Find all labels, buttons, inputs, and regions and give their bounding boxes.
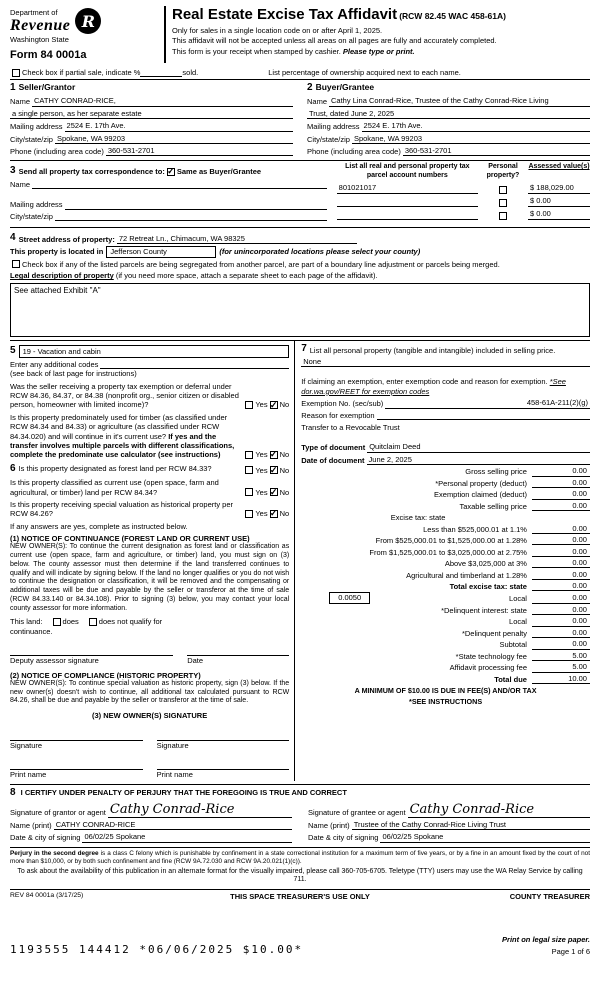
partial-percent-input[interactable] (140, 69, 182, 77)
notice-continuance-body: NEW OWNER(S): To continue the current designation as forest land or classification as current use (open space, farm and agriculture, or timber) land, you must sign on (3) below. The county assessor must then determine if the land transferred continues to qualify and will indicate by signing below. If the land no longer qualifies or you do not wish to continue the designation or classification, it will be removed and the compensating or additional taxes will be due and payable by the seller or transferor at the time of sale (RCW 84.33.140 or 84.34.108). Prior to signing (3) below, you may contact your local county assessor for more information. (10, 543, 290, 612)
exemption-no-label: Exemption No. (sec/sub) (301, 399, 384, 409)
grantor-signature[interactable]: Cathy Conrad-Rice (109, 801, 235, 817)
gross-selling-price-value[interactable]: 0.00 (532, 466, 590, 476)
date-of-document-input[interactable]: June 2, 2025 (367, 455, 590, 465)
dept-state-label: Washington State (10, 35, 69, 45)
local-rate-value[interactable]: 0.0050 (329, 592, 370, 603)
dept-revenue-label: Revenue (10, 17, 71, 35)
county-select[interactable]: Jefferson County (106, 246, 216, 257)
agricultural-timberland-value[interactable]: 0.00 (532, 570, 590, 580)
type-of-document-label: Type of document (301, 443, 366, 453)
corr-csz-input[interactable] (55, 212, 327, 221)
no-label: No (279, 465, 290, 475)
new-owner-signature-line-1[interactable] (10, 732, 143, 741)
seller-phone-input[interactable]: 360-531-2701 (106, 146, 293, 156)
delinquent-interest-state-value[interactable]: 0.00 (532, 605, 590, 615)
revenue-logo-icon (75, 8, 101, 34)
grantee-signature-block (308, 800, 590, 843)
bracket-2-label: From $525,000.01 to $1,525,000.00 at 1.28% (375, 536, 527, 545)
section-7-number: 7 (301, 342, 307, 354)
exemption-codes-note: *See dor.wa.gov/REET for exemption codes (301, 377, 566, 396)
section-6-number: 6 (10, 462, 16, 474)
subtotal-value[interactable]: 0.00 (532, 639, 590, 649)
reason-exemption-input[interactable] (377, 411, 590, 420)
historical-property-question (10, 500, 289, 519)
grantee-signature[interactable]: Cathy Conrad-Rice (409, 801, 535, 817)
personal-property-deduct-value[interactable]: 0.00 (532, 478, 590, 488)
print-name-label: Print name (156, 769, 193, 779)
tax-correspondence-block (10, 163, 337, 221)
delinquent-interest-state-label: *Delinquent interest: state (441, 605, 527, 615)
reason-exemption-value: Transfer to a Revocable Trust (301, 422, 400, 432)
bracket-1-label: Less than $525,000.01 at 1.1% (423, 524, 527, 534)
taxable-selling-price-label: Taxable selling price (459, 501, 527, 511)
grantee-name-print-label: Name (print) (308, 820, 350, 830)
yes-label: Yes (255, 450, 268, 460)
exemption-intro: If claiming an exemption, enter exemption code and reason for exemption. (301, 377, 548, 387)
affidavit-processing-fee-label: Affidavit processing fee (449, 663, 527, 673)
local-value[interactable]: 0.00 (532, 593, 590, 603)
right-column (294, 341, 590, 782)
seller-mailing-input[interactable]: 2524 E. 17th Ave. (65, 121, 293, 131)
delinquent-interest-local-value[interactable]: 0.00 (532, 616, 590, 626)
bracket-3-label: From $1,525,000.01 to $3,025,000.00 at 2.75% (369, 547, 527, 557)
s6q3-no-checkbox[interactable]: ✓ (269, 508, 278, 519)
parcel-row (337, 194, 590, 207)
parcel-number-input-2[interactable] (337, 206, 478, 207)
section-8 (10, 784, 590, 842)
grantor-date-city-label: Date & city of signing (10, 833, 81, 843)
land-qualify-row (10, 617, 289, 626)
no-label: No (279, 400, 290, 410)
new-owners-signature-title: (3) NEW OWNER(S) SIGNATURE (91, 711, 208, 721)
historical-property-question-text: Is this property receiving special valuation as historical property per RCW 84.26? (10, 499, 234, 519)
personal-property-checkbox-1[interactable] (499, 186, 507, 194)
no-label: No (279, 509, 290, 519)
located-in-label: This property is located in (10, 247, 104, 257)
personal-property-input[interactable]: None (301, 357, 590, 367)
seller-phone-label: Phone (including area code) (10, 146, 104, 156)
does-label: does (62, 617, 79, 627)
personal-property-checkbox-2[interactable] (499, 199, 507, 207)
seller-name-label: Name (10, 97, 31, 107)
total-excise-state-value[interactable]: 0.00 (532, 581, 590, 591)
total-due-value[interactable]: 10.00 (532, 674, 590, 684)
additional-codes-label: Enter any additional codes (10, 359, 99, 369)
section-2-number: 2 (307, 81, 313, 93)
yes-label: Yes (255, 487, 268, 497)
sold-label: sold. (182, 67, 199, 77)
s6q2-no-checkbox[interactable]: ✓ (269, 486, 278, 497)
assessed-value-input-2[interactable]: $ 0.00 (528, 196, 590, 206)
parcel-numbers-header: List all real and personal property tax parcel account numbers (345, 163, 470, 179)
additional-codes-note: (see back of last page for instructions) (10, 369, 137, 379)
assessed-value-input-3[interactable]: $ 0.00 (528, 209, 590, 219)
rcw-reference: (RCW 82.45 WAC 458-61A) (399, 11, 506, 21)
s6q1-no-checkbox[interactable]: ✓ (269, 464, 278, 475)
ownership-percent-note: List percentage of ownership acquired next to each name. (268, 67, 461, 77)
yes-label: Yes (255, 400, 268, 410)
logo-letter: R (81, 11, 96, 31)
grantee-signature-label: Signature of grantee or agent (308, 808, 406, 818)
s5q1-no-checkbox[interactable]: ✓ (269, 399, 278, 410)
street-address-input[interactable]: 72 Retreat Ln., Chimacum, WA 98325 (117, 234, 357, 244)
new-owner-print-name-line-1[interactable] (10, 761, 143, 770)
form-number: Form 84 0001a (10, 48, 87, 61)
left-column (10, 341, 294, 782)
buyer-name-label: Name (307, 97, 328, 107)
new-owner-print-name-line-2[interactable] (157, 761, 290, 770)
deputy-assessor-label: Deputy assessor signature (10, 656, 99, 666)
gross-selling-price-label: Gross selling price (465, 467, 527, 477)
see-instructions-note: *SEE INSTRUCTIONS (409, 697, 483, 707)
page-indicator: Page 1 of 6 (551, 946, 590, 956)
treasurer-row (10, 889, 590, 901)
s6q1-yes-checkbox[interactable] (245, 466, 253, 474)
deputy-date-label: Date (187, 656, 204, 666)
total-excise-state-label: Total excise tax: state (449, 582, 527, 591)
personal-property-deduct-label: *Personal property (deduct) (435, 478, 527, 488)
new-owner-signature-line-2[interactable] (157, 732, 290, 741)
buyer-name-line2-input[interactable]: Trust, dated June 2, 2025 (307, 109, 590, 119)
buyer-mailing-input[interactable]: 2524 E. 17th Ave. (362, 121, 590, 131)
no-label: No (279, 487, 290, 497)
bracket-4-value[interactable]: 0.00 (532, 558, 590, 568)
deputy-date-line[interactable] (187, 647, 289, 656)
buyer-csz-label: City/state/zip (307, 134, 350, 144)
timber-agriculture-question (10, 413, 289, 460)
seller-name-line2-input[interactable]: a single person, as her separate estate (10, 109, 293, 119)
yes-label: Yes (255, 509, 268, 519)
county-treasurer-label: COUNTY TREASURER (509, 892, 591, 901)
same-as-buyer-checkbox[interactable]: ✓ (167, 166, 175, 176)
s6q3-yes-checkbox[interactable] (245, 510, 253, 518)
grantee-date-city-label: Date & city of signing (308, 833, 379, 843)
footer (10, 847, 590, 957)
personal-property-checkbox-3[interactable] (499, 212, 507, 220)
this-land-label: This land: (10, 617, 43, 627)
exemption-no-input[interactable]: 458-61A-211(2)(g) (385, 398, 590, 408)
middle-columns (10, 340, 590, 782)
predominate-use-note: If yes and the transfer involves multiple parcels with different classifications, complete the predominate use calculator (see instructions) (10, 431, 235, 460)
dept-of-label: Department of (10, 8, 58, 17)
deputy-assessor-signature-line[interactable] (10, 647, 173, 656)
exemption-claimed-label: Exemption claimed (deduct) (434, 490, 527, 500)
if-yes-note: If any answers are yes, complete as instructed below. (10, 521, 188, 531)
county-note: (for unincorporated locations please select your county) (219, 247, 421, 257)
forest-land-question (10, 463, 289, 476)
current-use-question-text: Is this property classified as current use (open space, farm and agricultural, or timber) land per RCW 84.34? (10, 478, 219, 497)
perjury-statement: is a class C felony which is punishable by confinement in a state correctional institution for a maximum term of five years, or by a fine in an amount fixed by the court of not more than $10,000, or by both such confinement and fine (RCW 9A.72.030 and RCW 9A.20.021(1)(c)). (10, 849, 590, 865)
buyer-grantee-block (307, 82, 590, 156)
buyer-csz-input[interactable]: Spokane, WA 99203 (352, 134, 590, 144)
continuance-label: continuance. (10, 626, 53, 636)
exemption-deferral-question-text: Was the seller receiving a property tax exemption or deferral under RCW 84.36, 84.37, or 84.38 (nonprofit org., senior citizen or disabled person, homeowner with limited income)? (10, 381, 239, 410)
personal-property-header: Personal property? (486, 163, 520, 179)
reason-exemption-label: Reason for exemption (301, 410, 375, 420)
grantee-date-city-input[interactable]: 06/02/25 Spokane (380, 832, 590, 842)
print-legal-note: Print on legal size paper. (502, 935, 590, 945)
no-label: No (279, 450, 290, 460)
corr-csz-label: City/state/zip (10, 211, 53, 221)
header-divider (164, 6, 166, 63)
current-use-question (10, 478, 289, 497)
section-4 (10, 227, 590, 337)
stamp-row (10, 935, 590, 956)
partial-sale-checkbox[interactable] (12, 69, 20, 77)
personal-property-intro: List all personal property (tangible and intangible) included in selling price. (309, 345, 556, 355)
signature-label: Signature (156, 740, 189, 750)
agricultural-timberland-label: Agricultural and timberland at 1.28% (406, 570, 527, 580)
section-2-title: Buyer/Grantee (315, 81, 375, 92)
legal-description-note: (if you need more space, attach a separate sheet to each page of the affidavit). (115, 271, 378, 281)
exemption-deferral-question (10, 382, 289, 410)
corr-mailing-label: Mailing address (10, 200, 63, 210)
type-of-document-input[interactable]: Quitclaim Deed (367, 442, 590, 452)
grantor-signature-label: Signature of grantor or agent (10, 808, 106, 818)
section-1-number: 1 (10, 81, 16, 93)
perjury-lead: Perjury in the second degree (10, 849, 99, 857)
state-technology-fee-value[interactable]: 5.00 (532, 651, 590, 661)
bracket-2-value[interactable]: 0.00 (532, 535, 590, 545)
total-due-label: Total due (494, 674, 527, 684)
signature-label: Signature (10, 740, 43, 750)
section-3-number: 3 (10, 165, 16, 177)
form-title: Real Estate Excise Tax Affidavit (172, 6, 398, 23)
grantor-name-print-input[interactable]: CATHY CONRAD-RICE (54, 820, 292, 830)
agency-block (10, 6, 158, 63)
treasurer-space-label: THIS SPACE TREASURER'S USE ONLY (230, 892, 370, 901)
buyer-mailing-label: Mailing address (307, 122, 360, 132)
delinquent-penalty-label: *Delinquent penalty (461, 628, 527, 638)
seller-grantor-block (10, 82, 293, 156)
header-note-2: This affidavit will not be accepted unless all areas on all pages are fully and accurately completed. (172, 36, 497, 46)
legal-description-label: Legal description of property (10, 271, 114, 281)
parcel-table (337, 163, 590, 221)
corr-mailing-input[interactable] (65, 201, 327, 210)
seller-csz-label: City/state/zip (10, 134, 53, 144)
yes-label: Yes (255, 465, 268, 475)
corr-name-input[interactable] (32, 180, 327, 189)
alternate-format-note: To ask about the availability of this publication in an alternate format for the visually impaired, please call 360-705-6705. Teletype (TTY) users may use the WA Relay Service by calling 711. (17, 867, 583, 884)
type-or-print-note: Please type or print. (342, 46, 415, 56)
buyer-name-input[interactable]: Cathy Lina Conrad-Rice, Trustee of the Cathy Conrad-Rice Living (329, 96, 590, 106)
parties-section (10, 80, 590, 156)
exemption-claimed-value[interactable]: 0.00 (532, 489, 590, 499)
section-8-number: 8 (10, 787, 16, 799)
local-label: Local (509, 594, 527, 604)
bracket-1-value[interactable]: 0.00 (532, 524, 590, 534)
section-1-title: Seller/Grantor (18, 81, 76, 92)
parcel-number-input-3[interactable] (337, 219, 478, 220)
bracket-4-label: Above $3,025,000 at 3% (444, 559, 527, 568)
excise-tax-state-header: Excise tax: state (390, 513, 446, 522)
grantee-name-print-input[interactable]: Trustee of the Cathy Conrad-Rice Living Trust (352, 820, 590, 830)
rev-form-code: REV 84 0001a (3/17/25) (10, 892, 84, 899)
legal-description-value: See attached Exhibit "A" (14, 285, 101, 295)
same-as-buyer-label: Same as Buyer/Grantee (176, 166, 262, 176)
street-address-label: Street address of property: (18, 235, 115, 244)
partial-sale-row (10, 65, 590, 80)
minimum-due-note: A MINIMUM OF $10.00 IS DUE IN FEE(S) AND/OR TAX (354, 686, 537, 696)
grantor-date-city-input[interactable]: 06/02/25 Spokane (82, 832, 292, 842)
s5q2-yes-checkbox[interactable] (245, 451, 253, 459)
section-3 (10, 160, 590, 224)
timber-question-text: Is this property predominately used for timber (as classified under RCW 84.34 and 84.33) or agriculture (as classified under RCW 84.34.020) and will continue in it's current use? (10, 412, 228, 441)
certify-statement: I CERTIFY UNDER PENALTY OF PERJURY THAT THE FOREGOING IS TRUE AND CORRECT (20, 788, 347, 798)
print-name-label: Print name (10, 769, 47, 779)
treasurer-receipt-stamp: 1193555 144412 *06/06/2025 $10.00* (10, 943, 304, 957)
notice-continuance-title: (1) NOTICE OF CONTINUANCE (FOREST LAND OR CURRENT USE) (10, 534, 250, 543)
seller-csz-input[interactable]: Spokane, WA 99203 (55, 134, 293, 144)
title-block (172, 6, 590, 63)
assessed-values-header: Assessed value(s) (528, 163, 590, 171)
taxable-selling-price-value[interactable]: 0.00 (532, 501, 590, 511)
buyer-phone-input[interactable]: 360-531-2701 (403, 146, 590, 156)
send-correspondence-label: Send all property tax correspondence to: (18, 166, 165, 176)
s5q2-no-checkbox[interactable]: ✓ (269, 449, 278, 460)
segregated-checkbox[interactable] (12, 260, 20, 268)
grantor-name-print-label: Name (print) (10, 820, 52, 830)
section-4-number: 4 (10, 231, 16, 243)
seller-name-input[interactable]: CATHY CONRAD-RICE, (32, 96, 293, 106)
notice-compliance-body: NEW OWNER(S): To continue special valuation as historic property, sign (3) below. If the new owner(s) doesn't wish to continue, all additional tax calculated pursuant to RCW 84.26, shall be due and payable by the seller or transferor at the time of sale. (10, 679, 290, 705)
assessed-value-input-1[interactable]: $ 188,029.00 (528, 183, 590, 193)
section-5-number: 5 (10, 344, 16, 356)
header-note-1: Only for sales in a single location code on or after April 1, 2025. (172, 25, 383, 35)
parcel-row (337, 207, 590, 220)
notice-compliance-title: (2) NOTICE OF COMPLIANCE (HISTORIC PROPERTY) (10, 670, 201, 680)
date-of-document-label: Date of document (301, 455, 365, 465)
bracket-3-value[interactable]: 0.00 (532, 547, 590, 557)
partial-sale-label: Check box if partial sale, indicate % (22, 67, 141, 77)
delinquent-interest-local-label: Local (509, 617, 527, 627)
header-note-3: This form is your receipt when stamped by cashier. (172, 46, 341, 56)
does-not-label: does not qualify for (98, 617, 163, 627)
land-use-code-input[interactable]: 19 - Vacation and cabin (19, 345, 290, 358)
additional-codes-input[interactable] (100, 360, 289, 369)
land-does-not-checkbox[interactable] (89, 618, 97, 626)
seller-mailing-label: Mailing address (10, 122, 63, 132)
corr-name-label: Name (10, 179, 31, 189)
grantor-signature-block (10, 800, 292, 843)
delinquent-penalty-value[interactable]: 0.00 (532, 628, 590, 638)
s5q1-yes-checkbox[interactable] (245, 401, 253, 409)
state-technology-fee-label: *State technology fee (455, 651, 527, 661)
parcel-number-input[interactable]: 801021017 (337, 183, 478, 193)
land-does-checkbox[interactable] (53, 618, 61, 626)
subtotal-label: Subtotal (499, 640, 527, 650)
parcel-row (337, 181, 590, 194)
forest-land-question-text: Is this property designated as forest land per RCW 84.33? (18, 463, 212, 473)
segregated-label: Check box if any of the listed parcels are being segregated from another parcel, are part of a boundary line adjustment or parcels being merged. (22, 259, 500, 269)
affidavit-processing-fee-value[interactable]: 5.00 (532, 662, 590, 672)
header (10, 6, 590, 65)
s6q2-yes-checkbox[interactable] (245, 488, 253, 496)
legal-description-box[interactable] (10, 283, 590, 337)
buyer-phone-label: Phone (including area code) (307, 146, 401, 156)
